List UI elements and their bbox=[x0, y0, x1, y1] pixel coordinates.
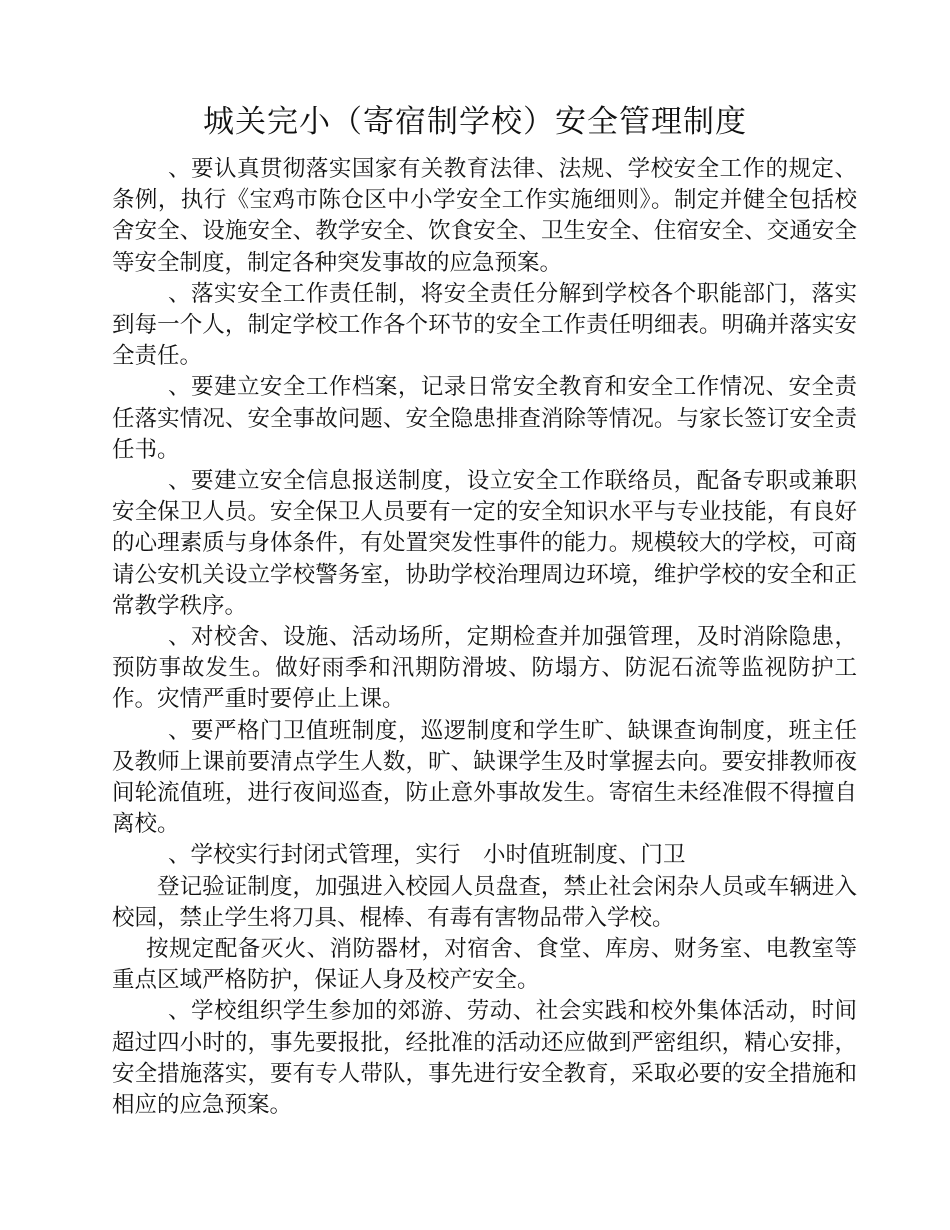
paragraph-registration: 登记验证制度，加强进入校园人员盘查，禁止社会闲杂人员或车辆进入校园，禁止学生将刀具、棍棒、有毒有害物品带入学校。 bbox=[112, 873, 857, 931]
paragraph-outdoor-activities: 、学校组织学生参加的郊游、劳动、社会实践和校外集体活动，时间超过四小时的，事先要报批，经批准的活动还应做到严密组织，精心安排，安全措施落实，要有专人带队，事先进行安全教育，采取必要的安全措施和相应的应急预案。 bbox=[112, 998, 857, 1119]
paragraph-facility-inspection: 、对校舍、设施、活动场所，定期检查并加强管理，及时消除隐患，预防事故发生。做好雨季和汛期防滑坡、防塌方、防泥石流等监视防护工作。灾情严重时要停止上课。 bbox=[112, 624, 857, 713]
paragraph-gate-duty: 、要严格门卫值班制度，巡逻制度和学生旷、缺课查询制度，班主任及教师上课前要清点学生人数，旷、缺课学生及时掌握去向。要安排教师夜间轮流值班，进行夜间巡查，防止意外事故发生。寄宿生未经准假不得擅自离校。 bbox=[112, 717, 857, 838]
document-body bbox=[112, 154, 857, 1121]
paragraph-information-reporting: 、要建立安全信息报送制度，设立安全工作联络员，配备专职或兼职安全保卫人员。安全保卫人员要有一定的安全知识水平与专业技能，有良好的心理素质与身体条件，有处置突发性事件的能力。规模较大的学校，可商请公安机关设立学校警务室，协助学校治理周边环境，维护学校的安全和正常教学秩序。 bbox=[112, 468, 857, 619]
paragraph-fire-equipment: 按规定配备灭火、消防器材，对宿舍、食堂、库房、财务室、电教室等重点区域严格防护，保证人身及校产安全。 bbox=[112, 936, 857, 994]
paragraph-responsibility-system: 、落实安全工作责任制，将安全责任分解到学校各个职能部门，落实到每一个人，制定学校工作各个环节的安全工作责任明细表。明确并落实安全责任。 bbox=[112, 280, 857, 370]
paragraph-safety-archive: 、要建立安全工作档案，记录日常安全教育和安全工作情况、安全责任落实情况、安全事故问题、安全隐患排查消除等情况。与家长签订安全责任书。 bbox=[112, 374, 857, 463]
paragraph-safety-regulations: 、要认真贯彻落实国家有关教育法律、法规、学校安全工作的规定、条例，执行《宝鸡市陈仓区中小学安全工作实施细则》。制定并健全包括校舍安全、设施安全、教学安全、饮食安全、卫生安全、住宿安全、交通安全等安全制度，制定各种突发事故的应急预案。 bbox=[112, 156, 857, 276]
document-title: 城关完小（寄宿制学校）安全管理制度 bbox=[203, 104, 747, 140]
paragraph-closed-management: 、学校实行封闭式管理，实行 小时值班制度、门卫 bbox=[168, 842, 686, 869]
